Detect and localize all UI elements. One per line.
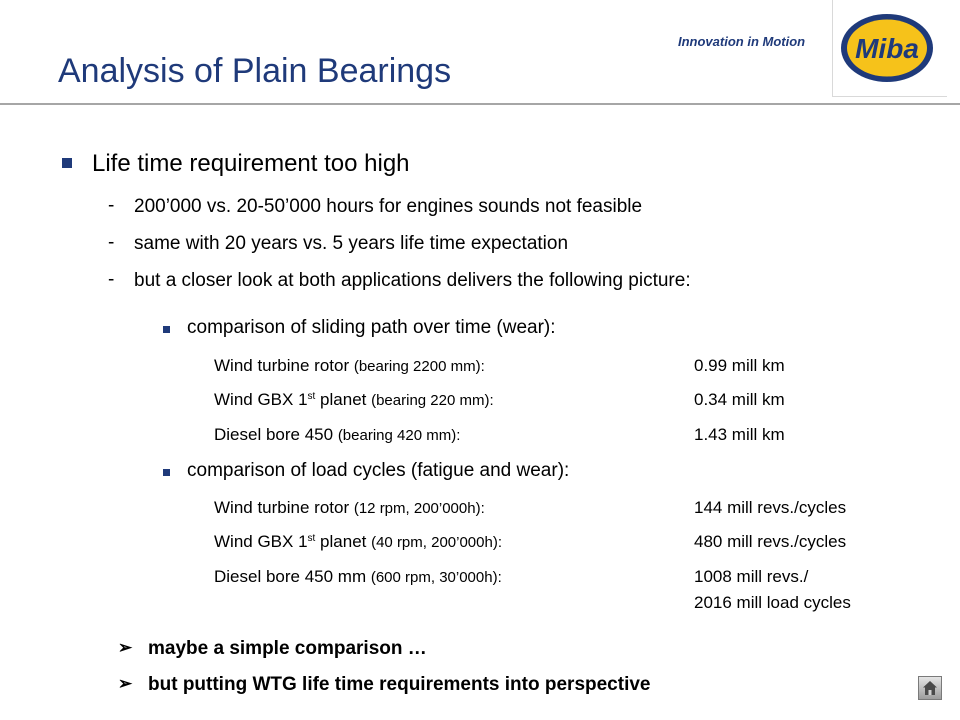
comparison-heading-text: comparison of load cycles (fatigue and wear):	[187, 460, 570, 481]
conclusion-text: maybe a simple comparison …	[148, 638, 427, 659]
dash-icon: -	[108, 195, 115, 216]
arrow-bullet-icon: ➢	[118, 674, 133, 693]
row-label: Wind turbine rotor (12 rpm, 200’000h):	[214, 498, 485, 517]
row-value: 0.99 mill km	[694, 356, 785, 375]
logo-text: Miba	[855, 33, 919, 64]
row-label: Diesel bore 450 (bearing 420 mm):	[214, 425, 461, 444]
square-bullet-icon	[163, 326, 170, 333]
sub-point-text: same with 20 years vs. 5 years life time expectation	[134, 233, 569, 254]
row-label: Diesel bore 450 mm (600 rpm, 30’000h):	[214, 567, 502, 586]
arrow-bullet-icon: ➢	[118, 638, 133, 657]
row-value: 1008 mill revs./	[694, 567, 809, 586]
sub-point-text: but a closer look at both applications delivers the following picture:	[134, 270, 691, 291]
square-bullet-icon	[62, 158, 72, 168]
row-label: Wind turbine rotor (bearing 2200 mm):	[214, 356, 485, 375]
dash-icon: -	[108, 269, 115, 290]
dash-icon: -	[108, 232, 115, 253]
row-value-continued: 2016 mill load cycles	[694, 593, 851, 612]
miba-logo	[832, 0, 947, 97]
row-value: 1.43 mill km	[694, 425, 785, 444]
row-value: 480 mill revs./cycles	[694, 532, 847, 551]
title-divider	[0, 103, 960, 105]
row-label: Wind GBX 1st planet (40 rpm, 200’000h):	[214, 532, 502, 551]
home-icon	[922, 680, 938, 696]
comparison-heading-text: comparison of sliding path over time (wear):	[187, 317, 556, 338]
row-value: 144 mill revs./cycles	[694, 498, 847, 517]
square-bullet-icon	[163, 469, 170, 476]
conclusion-text: but putting WTG life time requirements into perspective	[148, 674, 651, 695]
row-value: 0.34 mill km	[694, 390, 785, 409]
main-bullet-text: Life time requirement too high	[92, 150, 410, 177]
tagline: Innovation in Motion	[678, 34, 806, 49]
sub-point-text: 200’000 vs. 20-50’000 hours for engines sounds not feasible	[134, 196, 643, 217]
row-label: Wind GBX 1st planet (bearing 220 mm):	[214, 390, 494, 409]
home-button[interactable]	[918, 676, 942, 700]
page-title: Analysis of Plain Bearings	[58, 52, 452, 90]
